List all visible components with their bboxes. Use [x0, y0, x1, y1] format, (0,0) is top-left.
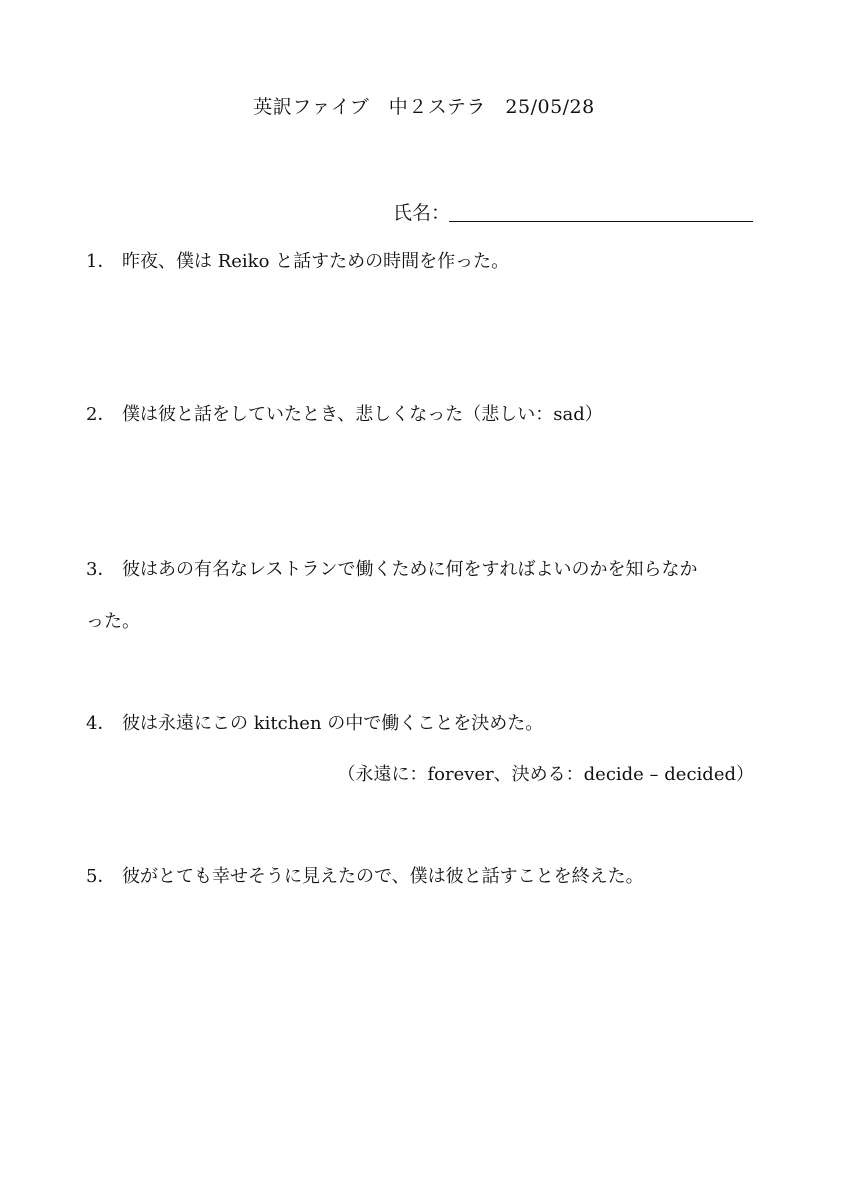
page-title: 英訳ファイブ 中２ステラ 25/05/28: [253, 96, 595, 118]
question-number: 3．: [86, 559, 116, 580]
question-2: [86, 402, 786, 428]
question-3-continuation: った。: [86, 611, 140, 632]
question-1: [86, 249, 786, 275]
question-4-hint: （永遠に：forever、決める：decide – decided）: [337, 764, 754, 785]
question-text: 僕は彼と話をしていたとき、悲しくなった（悲しい：sad）: [122, 404, 603, 425]
name-label: 氏名：: [393, 202, 451, 224]
question-text: 彼がとても幸せそうに見えたので、僕は彼と話すことを終えた。: [122, 866, 644, 887]
question-number: 5．: [86, 866, 116, 887]
name-field: [393, 196, 753, 224]
question-text: 昨夜、僕は Reiko と話すための時間を作った。: [122, 251, 510, 272]
question-number: 2．: [86, 404, 116, 425]
question-3: [86, 557, 786, 583]
name-underline: [449, 221, 753, 222]
question-4: [86, 711, 786, 737]
question-number: 4．: [86, 713, 116, 734]
question-5: [86, 864, 786, 890]
question-text: 彼は永遠にこの kitchen の中で働くことを決めた。: [122, 713, 544, 734]
question-text: 彼はあの有名なレストランで働くために何をすればよいのかを知らなか: [122, 559, 698, 580]
question-number: 1．: [86, 251, 116, 272]
